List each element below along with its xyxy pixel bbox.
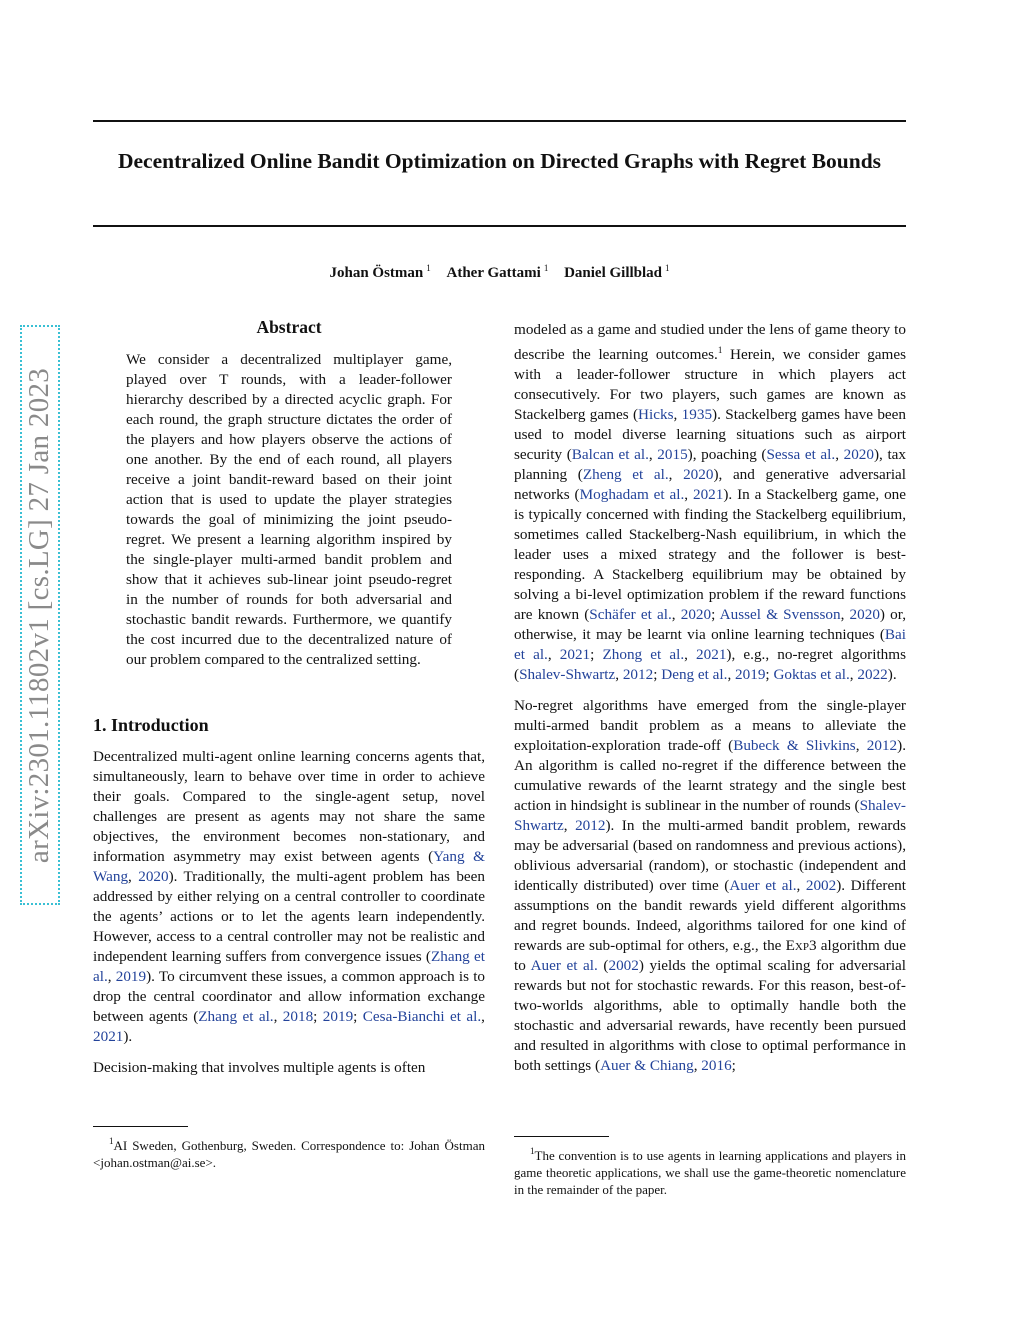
citation-link[interactable]: Schäfer et al. [589, 606, 672, 623]
right-column [514, 320, 906, 1076]
text-run: ). An algorithm is called no-regret if the difference between the cumulative rewards of the learnt strategy and the single best action in hindsight is sublinear in the number of rounds ( [514, 737, 906, 814]
text-run: , [693, 1057, 702, 1074]
text-run: ) or, otherwise, it may be learnt via online learning techniques ( [514, 606, 906, 643]
text-run: ), e.g., no-regret algorithms ( [514, 646, 906, 683]
citation-link[interactable]: 2021 [696, 646, 727, 663]
text-run: modeled as a game and studied under the lens of game theory to describe the learning outcomes. [514, 321, 906, 363]
citation-link[interactable]: Aussel & Svensson [719, 606, 841, 623]
citation-link[interactable]: 2012 [575, 817, 606, 834]
text-run: ). Stackelberg games have been used to model diverse learning situations such as airport security ( [514, 406, 906, 463]
text-run: Decentralized multi-agent online learning concerns agents that, simultaneously, learn to behave over time in order to achieve their goals. Compared to the single-agent setup, novel challenges are present as agents may not share the same objectives, the environment becomes non-stationary, and information asymmetry may exist between agents ( [93, 748, 485, 865]
paper-title: Decentralized Online Bandit Optimization on Directed Graphs with Regret Bounds [117, 149, 882, 173]
algorithm-name: Exp3 [785, 937, 817, 954]
citation-link[interactable]: 2016 [701, 1057, 732, 1074]
footnote-text: AI Sweden, Gothenburg, Sweden. Correspondence to: Johan Östman <johan.ostman@ai.se>. [93, 1138, 485, 1170]
text-run: ; [765, 666, 774, 683]
citation-link[interactable]: 2012 [622, 666, 654, 683]
text-run: , [615, 666, 623, 683]
abstract-heading: Abstract [256, 317, 322, 337]
text-run: ; [653, 666, 662, 683]
text-run: , [840, 606, 850, 623]
text-run: , [563, 817, 576, 834]
text-run: , [835, 446, 844, 463]
text-run: Herein, we consider games with a leader-follower structure in which players act consecutively. For two players, such games are known as Stackelberg games ( [514, 346, 906, 423]
footnote-right [514, 1136, 906, 1198]
footnote-text: The convention is to use agents in learning applications and players in game theoretic applications, we shall use the game-theoretic nomenclature in the remainder of the paper. [514, 1148, 906, 1197]
citation-link[interactable]: 2022 [857, 666, 888, 683]
citation-link[interactable]: 2019 [115, 968, 147, 985]
right-paragraph-1 [514, 320, 906, 685]
citation-link[interactable]: Shalev-Shwartz [514, 797, 906, 834]
citation-link[interactable]: Shalev-Shwartz [519, 666, 616, 683]
citation-link[interactable]: 2020 [680, 606, 712, 623]
text-run: ; [353, 1008, 363, 1025]
intro-paragraph-2: Decision-making that involves multiple agents is often [93, 1059, 426, 1076]
text-run: , [849, 666, 858, 683]
text-run: , [796, 877, 806, 894]
left-column [93, 317, 485, 1078]
citation-link[interactable]: 2021 [692, 486, 724, 503]
citation-link[interactable]: Yang & Wang [93, 848, 485, 885]
text-run: , [648, 446, 658, 463]
author-list [93, 263, 906, 282]
text-run: algorithm due to [514, 937, 906, 974]
text-run: ), and generative adversarial networks ( [514, 466, 906, 503]
text-run: ). [887, 666, 897, 683]
citation-link[interactable]: 2021 [559, 646, 591, 663]
author-name: Daniel Gillblad [564, 265, 663, 281]
right-paragraph-2 [514, 696, 906, 1076]
citation-link[interactable]: Deng et al. [661, 666, 728, 683]
citation-link[interactable]: 2020 [138, 868, 169, 885]
citation-link[interactable]: 2018 [282, 1008, 314, 1025]
citation-link[interactable]: 2020 [843, 446, 874, 463]
footnote-rule [514, 1136, 609, 1137]
text-run: , [673, 406, 682, 423]
text-run: , [684, 486, 693, 503]
text-run: ), poaching ( [687, 446, 767, 463]
citation-link[interactable]: Zhang et al. [93, 948, 485, 985]
footnote-affiliation [93, 1133, 485, 1171]
text-run: , [481, 1008, 485, 1025]
footnote-mark: 1 [109, 1136, 114, 1146]
citation-link[interactable]: 2012 [866, 737, 898, 754]
footnote-rule [93, 1126, 188, 1127]
text-run: ; [731, 1057, 736, 1074]
author-affil: 1 [665, 263, 670, 273]
title-rule-top [93, 120, 906, 122]
footnote-mark: 1 [530, 1146, 535, 1156]
citation-link[interactable]: Hicks [638, 406, 674, 423]
text-run: ( [597, 957, 609, 974]
footnote-left [93, 1126, 485, 1171]
footnote-convention [514, 1143, 906, 1198]
author-3 [564, 265, 669, 281]
text-run: ). In the multi-armed bandit problem, rewards may be adversarial (based on randomness and previous actions), oblivious adversarial (random), or stochastic (independent and identically distributed) over time ( [514, 817, 906, 894]
citation-link[interactable]: Goktas et al. [773, 666, 850, 683]
author-affil: 1 [543, 263, 549, 273]
text-run: ). Different assumptions on the bandit rewards yield different algorithms and regret bounds. Indeed, algorithms tailored for one kind of rewards are sub-optimal for others, e.g., the [514, 877, 906, 954]
author-2 [447, 265, 549, 281]
text-run: , [727, 666, 736, 683]
citation-link[interactable]: 2021 [93, 1028, 124, 1045]
citation-link[interactable]: Bubeck & Slivkins [733, 737, 856, 754]
citation-link[interactable]: Auer et al. [729, 877, 797, 894]
intro-paragraph-1 [93, 747, 485, 1047]
citation-link[interactable]: Moghadam et al. [579, 486, 685, 503]
text-run: ). Traditionally, the multi-agent problem has been addressed by either relying on a central controller to coordinate the agents’ actions or to let the agents learn independently. However, access to a central controller may not be realistic and independent learning suffers from convergence issues ( [93, 868, 486, 965]
text-run: No-regret algorithms have emerged from the single-player multi-armed bandit problem as a means to alleviate the exploitation-exploration trade-off ( [514, 697, 906, 754]
author-name: Ather Gattami [446, 265, 541, 281]
citation-link[interactable]: 2020 [683, 466, 714, 483]
author-1 [329, 265, 430, 281]
citation-link[interactable]: 2019 [735, 666, 766, 683]
text-run: , [668, 466, 684, 483]
citation-link[interactable]: 2015 [657, 446, 688, 463]
citation-link[interactable]: Zheng et al. [582, 466, 669, 483]
citation-link[interactable]: Auer et al. [530, 957, 598, 974]
citation-link[interactable]: Zhang et al. [198, 1008, 274, 1025]
text-run: ; [590, 646, 603, 663]
citation-link[interactable]: Cesa-Bianchi et al. [362, 1008, 482, 1025]
citation-link[interactable]: 2002 [608, 957, 639, 974]
title-rule-bottom [93, 225, 906, 227]
abstract-text: We consider a decentralized multiplayer game, played over T rounds, with a leader-follower hierarchy described by a directed acyclic graph. For each round, the graph structure dictates the order of the players and how players observe the actions of one another. By the end of each round, all players receive a joint bandit-reward based on their joint action that is used to update the player strategies towards the goal of minimizing the joint pseudo-regret. We present a learning algorithm inspired by the single-player multi-armed bandit problem and show that it achieves sub-linear joint pseudo-regret in the number of rounds for both adversarial and stochastic bandit rewards. Furthermore, we quantify the cost incurred due to the decentralized nature of our problem compared to the centralized setting. [126, 351, 452, 668]
text-run: ; [711, 606, 720, 623]
text-run: ), tax planning ( [514, 446, 907, 483]
citation-link[interactable]: Auer & Chiang [600, 1057, 694, 1074]
text-run: , [547, 646, 560, 663]
section-heading-introduction: 1. Introduction [93, 715, 209, 735]
text-run: , [128, 868, 139, 885]
citation-link[interactable]: Bai et al. [514, 626, 906, 663]
text-run: ). [123, 1028, 133, 1045]
text-run: , [671, 606, 681, 623]
author-affil: 1 [426, 263, 431, 273]
author-name: Johan Östman [329, 265, 424, 281]
citation-link[interactable]: 2002 [805, 877, 837, 894]
text-run: ). To circumvent these issues, a common approach is to drop the central coordinator and allow information exchange between agents ( [93, 968, 486, 1025]
text-run: ) yields the optimal scaling for adversarial rewards but not for stochastic rewards. For this reason, best-of-two-worlds algorithms, able to optimally handle both the stochastic and adversarial rewards, have recently been pursued and resulted in algorithms with close to optimal performance in both settings ( [514, 957, 906, 1074]
text-run: , [107, 968, 116, 985]
text-run: ; [313, 1008, 323, 1025]
citation-link[interactable]: Zhong et al. [602, 646, 685, 663]
footnote-ref[interactable]: 1 [717, 345, 723, 355]
citation-link[interactable]: Balcan et al. [571, 446, 649, 463]
citation-link[interactable]: Sessa et al. [766, 446, 836, 463]
citation-link[interactable]: 2020 [849, 606, 880, 623]
text-run: ). In a Stackelberg game, one is typically concerned with finding the Stackelberg equilibrium, sometimes called Stackelberg-Nash equilibrium, in which the leader uses a mixed strategy and the follower is best-responding. A Stackelberg equilibrium may be obtained by solving a bi-level optimization problem if the reward functions are known ( [514, 486, 907, 623]
text-run: , [855, 737, 867, 754]
citation-link[interactable]: 1935 [681, 406, 713, 423]
citation-link[interactable]: 2019 [322, 1008, 354, 1025]
arxiv-stamp[interactable] [20, 325, 60, 905]
text-run: , [684, 646, 697, 663]
arxiv-stamp-text: arXiv:2301.11802v1 [cs.LG] 27 Jan 2023 [23, 367, 56, 863]
text-run: , [273, 1008, 283, 1025]
